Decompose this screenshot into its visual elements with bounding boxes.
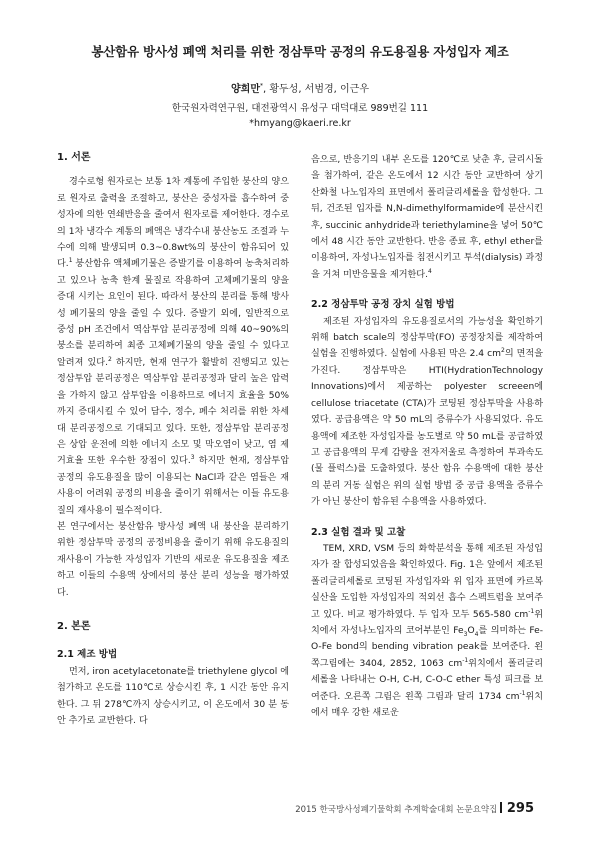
page-footer	[295, 801, 534, 816]
corresponding-author: 양희만	[231, 84, 260, 95]
citation-2: 2	[107, 355, 112, 363]
author-list	[0, 80, 600, 95]
results-paragraph: TEM, XRD, VSM 등의 화학분석을 통해 제조된 자성입자가 잘 합성되었음을 확인하였다. Fig. 1은 앞에서 제조된 폴리글리세롤로 코팅된 자성입자와 위 입자 표면에 카르복실산을 도입한 자성입자의 적외선 흡수 스펙트럼을 보여주고 있다. 비교 평가하였다. 두 입자 모두 565-580 $cm^{-1}$위치에서 자성나노입자의 코어부분인 $Fe_3O_4$를 의미하는 Fe-O-Fe bond의 bending vibration peak를 보여준다. 왼쪽그림에는 3404, 2852, 1063 $cm^{-1}$위치에서 폴리글리세롤을 나타내는 O-H, C-H, C-O-C ether 특성 피크를 보여준다. 오른쪽 그림은 왼쪽 그림과 달리 1734 $cm^{-1}$위치에서 매우 강한 새로운	[311, 543, 543, 718]
left-column	[57, 150, 289, 729]
paper-title: 봉산함유 방사성 폐액 처리를 위한 정삼투막 공정의 유도용질용 자성입자 제조	[91, 44, 509, 59]
intro-paragraph-2: 본 연구에서는 붕산함유 방사성 폐액 내 붕산을 분리하기 위한 정삼투막 공정의 공정비용을 줄이기 위해 유도용질의 재사용이 가능한 자성입자 기반의 새로운 유도용질을 제조하고 이들의 수용액 상에서의 붕산 분리 성능을 평가하였다.	[57, 521, 289, 598]
citation-3: 3	[190, 454, 195, 462]
methods-continued-paragraph: 음으로, 반응기의 내부 온도를 120℃로 낮춘 후, 글리시돌을 첨가하여, 같은 온도에서 12 시간 동안 교반하여 상기 산화철 나노입자의 표면에서 폴리글리세롤을 합성한다. 그 뒤, 건조된 입자를 N,N-dimethylformamide에 분산시킨 후, succinic anhydride과 teriethylamine을 넣어 50℃에서 48 시간 동안 교반한다. 반응 종료 후, ethyl ether를 이용하여, 자성나노입자를 침전시키고 투석(dialysis) 과정을 거쳐 미반응물을 제거한다.$^4$	[311, 155, 543, 280]
section-title-body: 2. 본론	[57, 620, 91, 632]
page-number: 295	[506, 801, 534, 816]
co-authors: , 황두성, 서범경, 이근우	[262, 84, 369, 95]
citation-1: 1	[68, 257, 73, 265]
experiment-paragraph: 제조된 자성입자의 유도용질로서의 가능성을 확인하기 위해 batch scale의 정삼투막(FO) 공정장치를 제작하여 실험을 진행하였다. 실험에 사용된 막은 2.4 $cm^2$의 면적을 가진다. 정삼투막은 HTI(HydrationTechnology Innovations)에서 제공하는 polyester screeen에 cellulose triacetate (CTA)가 코팅된 정삼투막을 사용하였다. 공급용액은 약 50 mL의 증류수가 사용되었다. 유도용액에 제조한 자성입자를 농도별로 약 50 mL를 공급하였고 공급용액의 무게 감량을 전자저울로 측정하여 투과속도 (물 플럭스)를 도출하였다. 붕산 함유 수용액에 대한 붕산의 분리 거동 실험은 위의 실험 방법 중 공급 용액을 증류수가 아닌 붕산이 함유된 수용액을 사용하였다.	[311, 316, 544, 508]
section-title-2-1: 2.1 제조 방법	[57, 649, 118, 661]
affiliation: 한국원자력연구원, 대전광역시 유성구 대덕대로 989번길 111	[171, 103, 429, 114]
intro-paragraph-1: 경수로형 원자로는 보통 1차 계통에 주입한 붕산의 양으로 원자로 출력을 조절하고, 붕산은 중성자를 흡수하여 중성자에 의한 연쇄반응을 줄여서 원자로를 제어한다. 경수로의 1차 냉각수 계통의 폐액은 냉각수내 붕산농도 조절과 누수에 의해 발생되며 0.3~0.8wt%의 붕산이 함유되어 있다.$^1$ 붕산함유 액체폐기물은 증발기를 이용하여 농축처리하고 있으나 농축 한계 물질로 작용하여 고체폐기물의 양을 증대 시키는 요인이 된다. 따라서 붕산의 분리를 통해 방사성 폐기물의 양을 줄일 수 있다. 증발기 외에, 일반적으로 중성 pH 조건에서 역삼투압 분리공정에 의해 40~90%의 붕소를 분리하여 최종 고체폐기물의 양을 줄일 수 있다고 알려져 있다.$^2$ 하지만, 현재 연구가 활발히 진행되고 있는 정삼투압 분리공정은 역삼투압 분리공정과 달리 높은 압력을 가하지 않고 삼투압을 이용하므로 에너지 효율을 50%까지 증대시킬 수 있어 담수, 정수, 폐수 처리를 위한 차세대 분리공정으로 기대되고 있다. 또한, 정삼투압 분리공정은 상압 운전에 의한 에너지 소모 및 막오염이 낮고, 염 제거효율 또한 우수한 장점이 있다.$^3$ 하지만 현재, 정삼투압 공정의 유도용질을 많이 이용되는 NaCl과 같은 염들은 재사용이 어려워 공정의 비용을 줄이기 위해서는 이들 유도용질의 재사용이 필수적이다.	[57, 177, 290, 516]
section-title-2-3: 2.3 실험 결과 및 고찰	[311, 526, 406, 538]
section-title-intro: 1. 서론	[57, 152, 91, 163]
corresponding-mark: *	[259, 82, 263, 90]
citation-4: 4	[427, 267, 432, 275]
right-column	[311, 152, 543, 721]
section-title-2-2: 2.2 정삼투막 공정 장치 실험 방법	[311, 299, 455, 311]
footer-divider	[500, 802, 502, 813]
contact-email[interactable]: *hmyang@kaeri.re.kr	[249, 118, 351, 129]
methods-paragraph: 먼저, iron acetylacetonate를 triethylene glycol 에 첨가하고 온도를 110℃로 상승시킨 후, 1 시간 동안 유지한다. 그 뒤 278℃까지 상승시키고, 이 온도에서 30 분 동안 추가로 교반한다. 다	[57, 666, 289, 726]
footer-text: 2015 한국방사성폐기물학회 추계학술대회 논문요약집	[295, 805, 498, 815]
